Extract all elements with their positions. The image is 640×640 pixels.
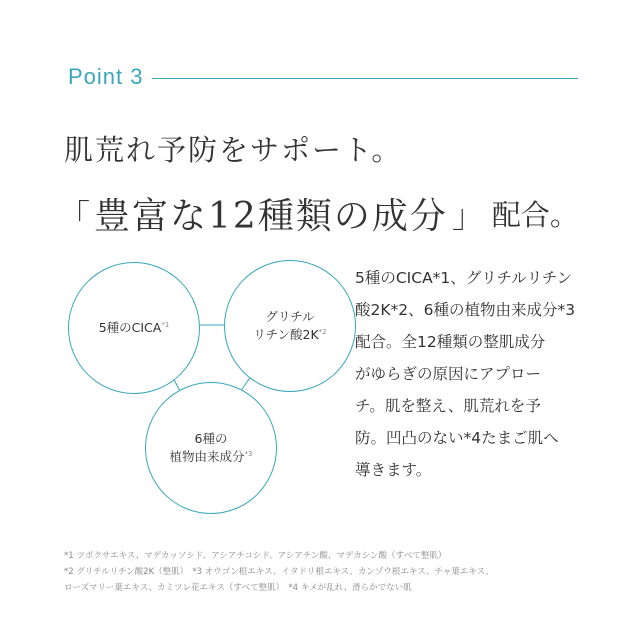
circle-glycyrrhizin-note: *2	[318, 327, 327, 336]
footnote-line: *2 グリチルリチン酸2K（整肌） *3 オウゴン根エキス、イタドリ根エキス、カンゾウ根エキス、チャ葉エキス、	[64, 567, 494, 577]
headline-line-1: 肌荒れ予防をサポート。	[64, 133, 403, 167]
description-text: 5種のCICA*1、グリチルリチン 酸2K*2、6種の植物由来成分*3 配合。全12種類の整肌成分 がゆらぎの原因にアプロー チ。肌を整え、肌荒れを予 防。凹凸のない*4たまご肌へ 導きます。	[355, 269, 576, 479]
headline-emphasis: 豊富な12種類の成分	[94, 196, 448, 237]
circle-glycyrrhizin-line2: リチン酸2K	[253, 327, 319, 342]
close-bracket: 」	[451, 196, 484, 235]
circle-cica-note: *1	[161, 320, 170, 329]
open-bracket: 「	[58, 196, 91, 235]
point-label: Point 3	[68, 64, 144, 89]
circle-plant-extracts	[145, 382, 277, 514]
circle-glycyrrhizin-line1: グリチル	[265, 308, 315, 324]
circle-cica-label: 5種のCICA	[98, 319, 162, 335]
circle-glycyrrhizin	[224, 260, 356, 392]
footnote-line: *1 ツボクサエキス、マデカッソシド、アシアチコシド、アシアチン酸、マデカシン酸（すべて整肌）	[64, 551, 447, 561]
headline-suffix: 配合。	[491, 198, 579, 232]
circle-plant-note: *3	[244, 449, 253, 458]
circle-cica	[68, 262, 200, 394]
circle-plant-line2: 植物由来成分	[169, 449, 245, 464]
footnote-line: ローズマリー葉エキス、カミツレ花エキス（すべて整肌） *4 キメが乱れ、滑らかでない肌	[64, 583, 412, 593]
circle-plant-line1: 6種の	[194, 430, 228, 446]
footnotes	[64, 548, 584, 596]
